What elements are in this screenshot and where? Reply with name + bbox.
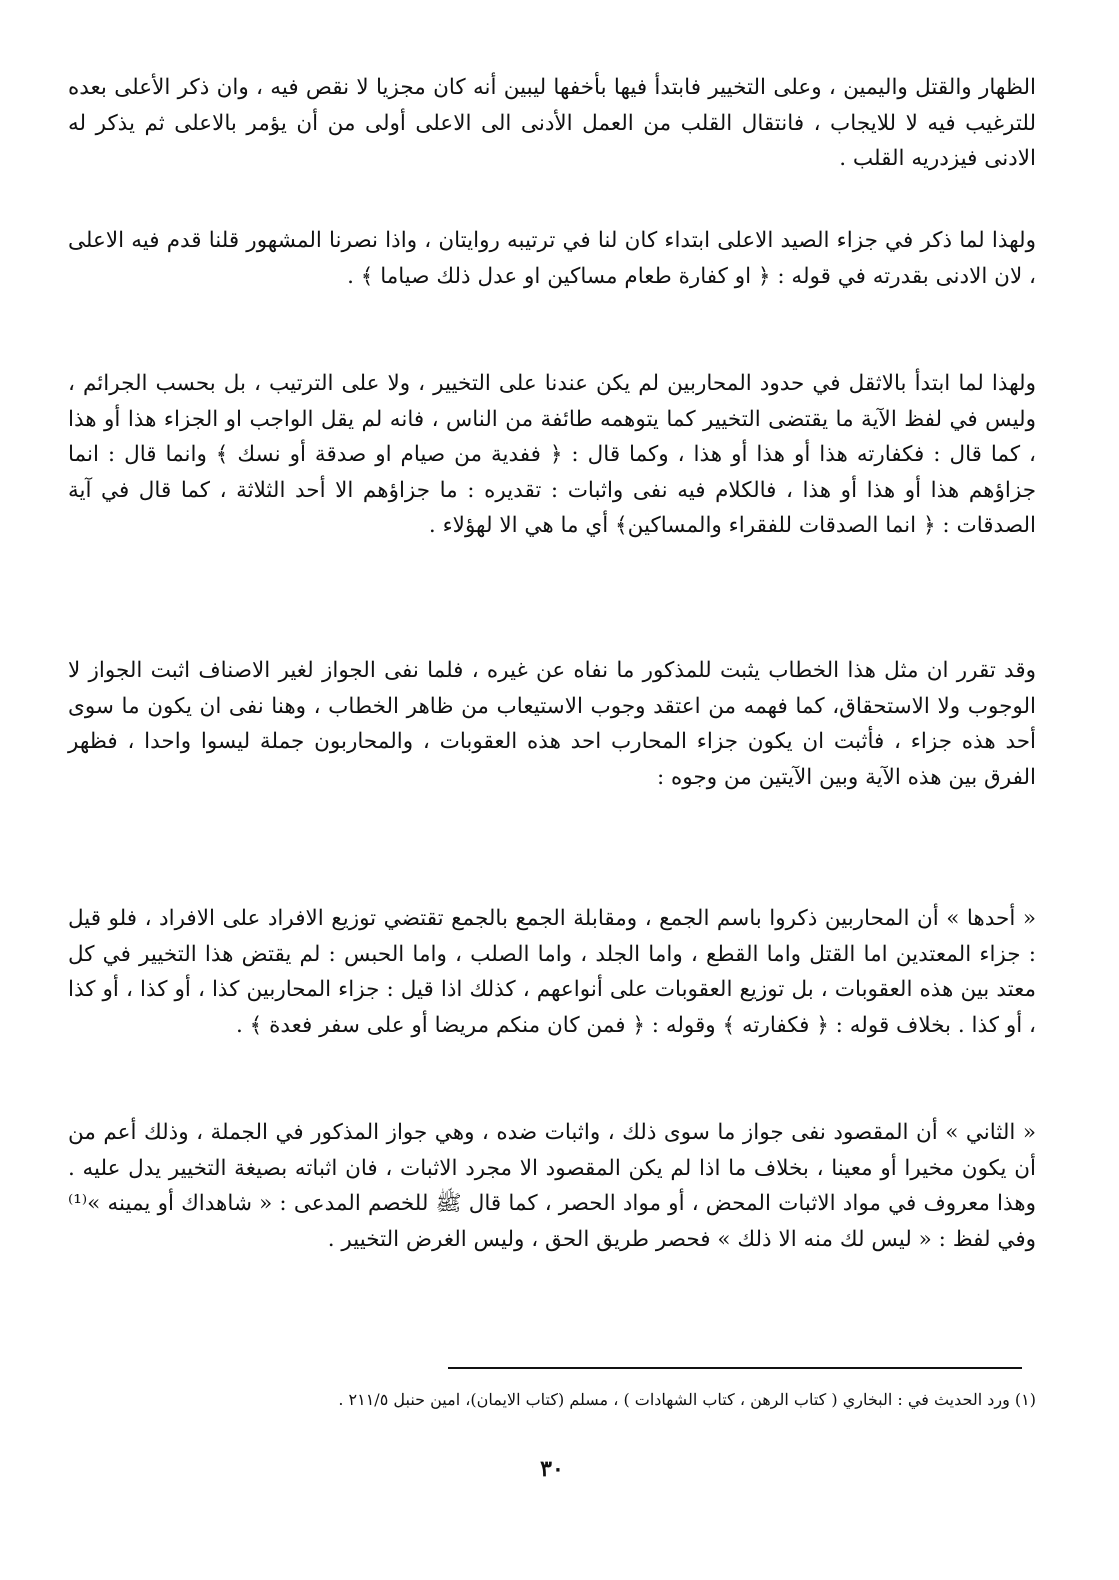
book-page xyxy=(68,70,1036,1510)
footnote: (١) ورد الحديث في : البخاري ( كتاب الرهن ، كتاب الشهادات ) ، مسلم (كتاب الايمان)، امين حنبل ٢١١/٥ . xyxy=(338,1390,1036,1409)
paragraph-3: ولهذا لما ابتدأ بالاثقل في حدود المحاربين لم يكن عندنا على التخيير ، ولا على الترتيب ، بل بحسب الجرائم ، وليس في لفظ الآية ما يقتضى التخيير كما يتوهمه طائفة من الناس ، فانه لم يقل الواجب او الجزاء هذا أو هذا ، كما قال : فكفارته هذا أو هذا أو هذا ، وكما قال : ﴿ ففدية من صيام او صدقة أو نسك ﴾ وانما قال : انما جزاؤهم هذا أو هذا أو هذا ، فالكلام فيه نفى واثبات : تقديره : ما جزاؤهم الا أحد الثلاثة ، كما قال في آية الصدقات : ﴿ انما الصدقات للفقراء والمساكين﴾ أي ما هي الا لهؤلاء . xyxy=(68,371,1036,538)
footnote-separator xyxy=(448,1367,1022,1369)
paragraph-4: وقد تقرر ان مثل هذا الخطاب يثبت للمذكور ما نفاه عن غيره ، فلما نفى الجواز لغير الاصناف اثبت الجواز لا الوجوب ولا الاستحقاق، كما فهمه من اعتقد وجوب الاستيعاب من ظاهر الخطاب ، وهنا نفى ان يكون ما سوى أحد هذه جزاء ، فأثبت ان يكون جزاء المحارب احد هذه العقوبات ، والمحاربون جملة ليسوا واحدا ، فظهر الفرق بين هذه الآية وبين الآيتين من وجوه : xyxy=(68,658,1036,790)
paragraph-5: « أحدها » أن المحاربين ذكروا باسم الجمع ، ومقابلة الجمع بالجمع تقتضي توزيع الافراد على الافراد ، فلو قيل : جزاء المعتدين اما القتل واما القطع ، واما الجلد ، واما الصلب ، واما الحبس : لم يقتض هذا التخيير في كل معتد بين هذه العقوبات ، بل توزيع العقوبات على أنواعهم ، كذلك اذا قيل : جزاء المحاربين كذا ، أو كذا ، أو كذا ، أو كذا . بخلاف قوله : ﴿ فكفارته ﴾ وقوله : ﴿ فمن كان منكم مريضا أو على سفر فعدة ﴾ . xyxy=(68,906,1036,1038)
paragraph-1: الظهار والقتل واليمين ، وعلى التخيير فابتدأ فيها بأخفها ليبين أنه كان مجزيا لا نقص فيه ، وان ذكر الأعلى بعده للترغيب فيه لا للايجاب ، فانتقال القلب من العمل الأدنى الى الاعلى أولى من أن يؤمر بالاعلى ثم يذكر له الادنى فيزدريه القلب . xyxy=(68,75,1036,171)
paragraph-2: ولهذا لما ذكر في جزاء الصيد الاعلى ابتداء كان لنا في ترتيبه روايتان ، واذا نصرنا المشهور قلنا قدم فيه الاعلى ، لان الادنى بقدرته في قوله : ﴿ او كفارة طعام مساكين او عدل ذلك صياما ﴾ . xyxy=(68,228,1036,289)
paragraph-6: « الثاني » أن المقصود نفى جواز ما سوى ذلك ، واثبات ضده ، وهي جواز المذكور في الجملة ، وذلك أعم من أن يكون مخيرا أو معينا ، بخلاف ما اذا لم يكن المقصود الا مجرد الاثبات ، فان اثباته بصيغة التخيير يدل عليه . وهذا معروف في مواد الاثبات المحض ، أو مواد الحصر ، كما قال ﷺ للخصم المدعى : « شاهداك أو يمينه »⁽¹⁾ وفي لفظ : « ليس لك منه الا ذلك » فحصر طريق الحق ، وليس الغرض التخيير . xyxy=(68,1120,1036,1252)
page-number: ٣٠ xyxy=(540,1456,564,1482)
